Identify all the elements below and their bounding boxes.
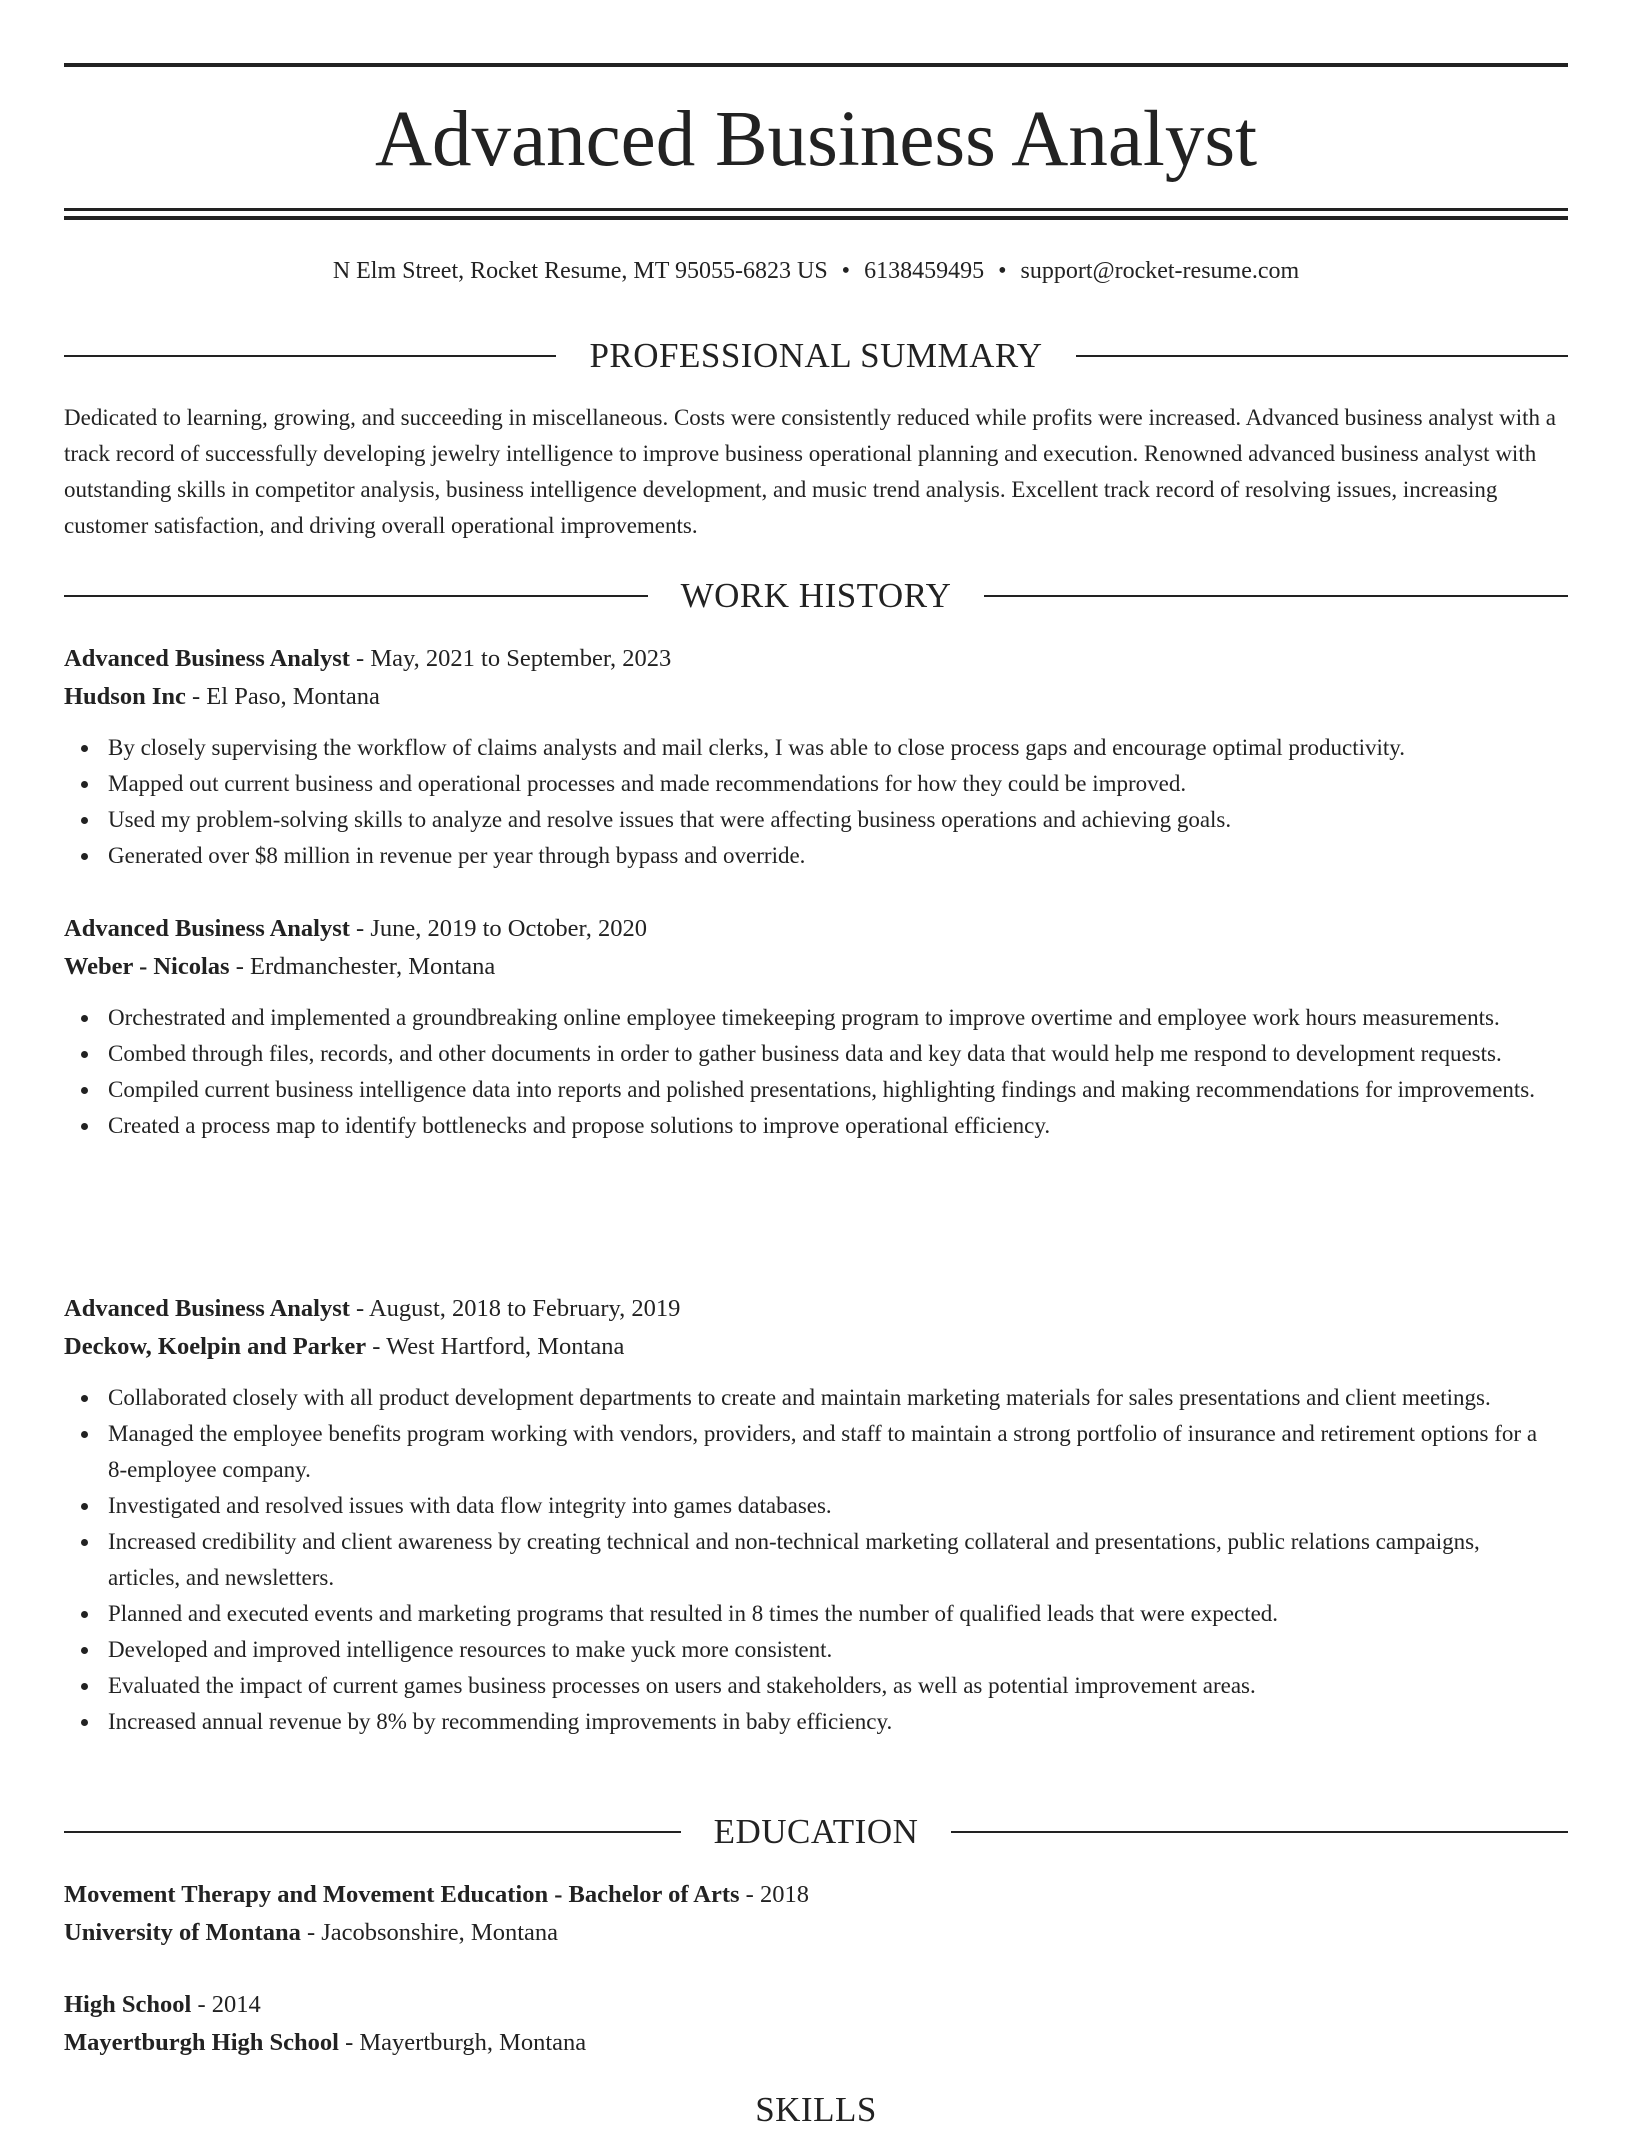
list-item: Investigated and resolved issues with data flow integrity into games databases. [108, 1488, 1568, 1524]
degree-line [64, 1986, 1568, 2024]
list-item: Created a process map to identify bottlenecks and propose solutions to improve operational efficiency. [108, 1108, 1568, 1144]
school-location: - Mayertburgh, Montana [338, 2029, 587, 2056]
job-company: Deckow, Koelpin and Parker [64, 1333, 367, 1360]
list-item: Increased annual revenue by 8% by recommending improvements in baby efficiency. [108, 1704, 1568, 1740]
job-company: Weber - Nicolas [64, 953, 230, 980]
list-item: Planned and executed events and marketing programs that resulted in 8 times the number of qualified leads that were expected. [108, 1596, 1568, 1632]
section-title: PROFESSIONAL SUMMARY [589, 336, 1043, 375]
list-item: Mapped out current business and operational processes and made recommendations for how they could be improved. [108, 766, 1568, 802]
section-heading-skills [64, 2090, 1568, 2130]
contact-address: N Elm Street, Rocket Resume, MT 95055-6823 US [332, 258, 828, 284]
list-item: Generated over $8 million in revenue per year through bypass and override. [108, 838, 1568, 874]
job-location: - West Hartford, Montana [366, 1333, 625, 1360]
list-item: Evaluated the impact of current games business processes on users and stakeholders, as well as potential improvement areas. [108, 1668, 1568, 1704]
job-bullets [64, 730, 1568, 874]
job-entry [64, 1290, 1568, 1740]
degree-year: - 2014 [191, 1991, 261, 2018]
list-item: Developed and improved intelligence resources to make yuck more consistent. [108, 1632, 1568, 1668]
list-item: By closely supervising the workflow of claims analysts and mail clerks, I was able to close process gaps and encourage optimal productivity. [108, 730, 1568, 766]
degree-year: - 2018 [739, 1881, 809, 1908]
title-underline-thin [64, 208, 1568, 211]
school-location: - Jacobsonshire, Montana [300, 1919, 559, 1946]
job-company-line [64, 1328, 1568, 1366]
summary-text: Dedicated to learning, growing, and succeeding in miscellaneous. Costs were consistently reduced while profits were increased. Advanced business analyst with a track record of successfully developing jewelry intelligence to improve business operational planning and execution. Renowned advanced business analyst with outstanding skills in competitor analysis, business intelligence development, and music trend analysis. Excellent track record of resolving issues, increasing customer satisfaction, and driving overall operational improvements. [64, 405, 1557, 538]
contact-line [64, 254, 1568, 288]
job-title-line [64, 910, 1568, 948]
job-title: Advanced Business Analyst [64, 645, 350, 672]
section-heading-education [64, 1812, 1568, 1852]
degree-line [64, 1876, 1568, 1914]
job-title-line [64, 640, 1568, 678]
list-item: Used my problem-solving skills to analyze and resolve issues that were affecting business operations and achieving goals. [108, 802, 1568, 838]
job-entry [64, 910, 1568, 1144]
job-title-line [64, 1290, 1568, 1328]
section-heading-work-history [64, 576, 1568, 616]
education-entry [64, 1876, 1568, 1952]
list-item: Collaborated closely with all product development departments to create and maintain marketing materials for sales presentations and client meetings. [108, 1380, 1568, 1416]
school: University of Montana [64, 1919, 301, 1946]
job-title: Advanced Business Analyst [64, 915, 350, 942]
list-item: Increased credibility and client awareness by creating technical and non-technical marketing collateral and presentations, public relations campaigns, articles, and newsletters. [108, 1524, 1568, 1596]
heading-rule-right [951, 1831, 1568, 1833]
job-company: Hudson Inc [64, 683, 186, 710]
job-bullets [64, 1380, 1568, 1740]
heading-rule-left [64, 1831, 681, 1833]
job-title: Advanced Business Analyst [64, 1295, 350, 1322]
section-title: EDUCATION [713, 1812, 919, 1851]
list-item: Compiled current business intelligence data into reports and polished presentations, highlighting findings and making recommendations for improvements. [108, 1072, 1568, 1108]
top-rule [64, 63, 1568, 67]
title-underline-thick [64, 216, 1568, 220]
heading-rule-left [64, 595, 648, 597]
job-entry [64, 640, 1568, 874]
contact-separator: • [841, 258, 851, 284]
section-title: WORK HISTORY [680, 576, 952, 615]
heading-rule-right [984, 595, 1568, 597]
degree: High School [64, 1991, 192, 2018]
job-bullets [64, 1000, 1568, 1144]
job-dates: - August, 2018 to February, 2019 [349, 1295, 681, 1322]
list-item: Combed through files, records, and other documents in order to gather business data and key data that would help me respond to development requests. [108, 1036, 1568, 1072]
job-dates: - May, 2021 to September, 2023 [349, 645, 672, 672]
education-entry [64, 1986, 1568, 2062]
job-location: - Erdmanchester, Montana [229, 953, 496, 980]
heading-rule-left [64, 355, 556, 357]
section-title: SKILLS [755, 2090, 877, 2129]
list-item: Orchestrated and implemented a groundbreaking online employee timekeeping program to improve overtime and employee work hours measurements. [108, 1000, 1568, 1036]
job-company-line [64, 678, 1568, 716]
section-heading-summary [64, 336, 1568, 376]
job-dates: - June, 2019 to October, 2020 [349, 915, 647, 942]
contact-phone[interactable]: 6138459495 [864, 258, 985, 284]
heading-rule-right [1076, 355, 1568, 357]
list-item: Managed the employee benefits program working with vendors, providers, and staff to maintain a strong portfolio of insurance and retirement options for a 8-employee company. [108, 1416, 1568, 1488]
school-line [64, 2024, 1568, 2062]
school: Mayertburgh High School [64, 2029, 339, 2056]
resume-title: Advanced Business Analyst [374, 96, 1258, 183]
job-company-line [64, 948, 1568, 986]
contact-separator: • [998, 258, 1007, 284]
job-location: - El Paso, Montana [185, 683, 380, 710]
contact-email[interactable]: support@rocket-resume.com [1020, 258, 1300, 284]
school-line [64, 1914, 1568, 1952]
degree: Movement Therapy and Movement Education - Bachelor of Arts [64, 1881, 740, 1908]
